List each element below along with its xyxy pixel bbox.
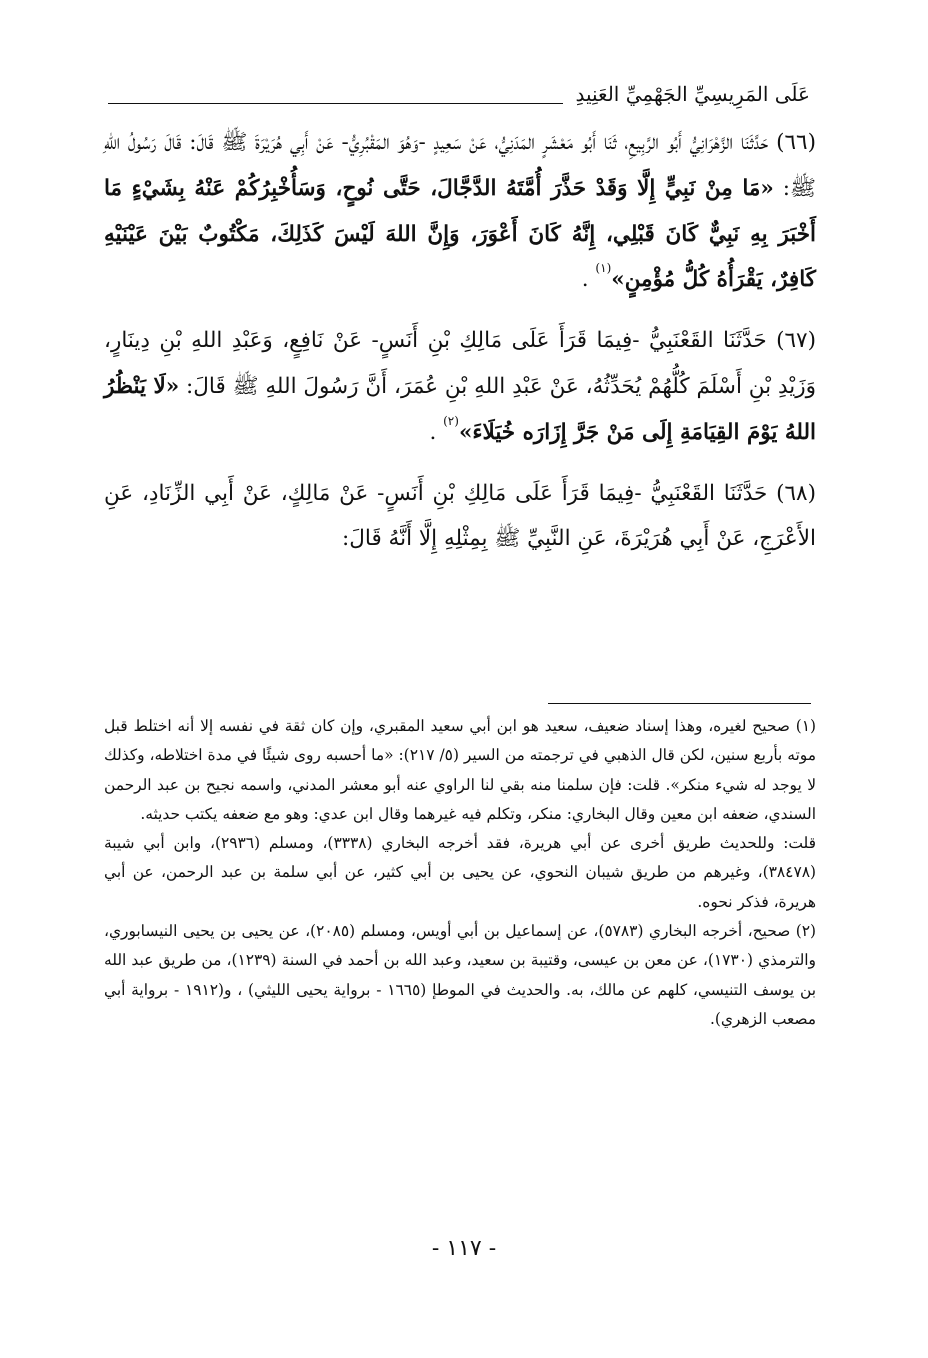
footnote-ref-2[interactable]: (٢) [443,413,459,428]
page-number: - ١١٧ - [431,1236,497,1261]
footnote-ref-1[interactable]: (١) [595,261,612,276]
running-header [108,72,810,108]
hadith-67-isnad: (٦٧) حَدَّثَنَا القَعْنَبِيُّ -فِيمَا قَرَأَ عَلَى مَالِكِ بْنِ أَنَسٍ- عَنْ نَافِعٍ، وَعَبْدِ اللهِ بْنِ دِينَارٍ، وَزَيْدِ بْنِ أَسْلَمَ كُلُّهُمْ يُحَدِّثُهُ، عَنْ عَبْدِ اللهِ بْنِ عُمَرَ، أَنَّ رَسُولَ اللهِ ﷺ قَالَ: [104,328,816,399]
header-rule [108,103,563,104]
header-title: عَلَى المَرِيسِيِّ الجَهْمِيِّ العَنِيدِ [575,82,810,106]
footnotes [104,712,816,1034]
footnote-1-continuation: قلت: وللحديث طريق أخرى عن أبي هريرة، فقد أخرجه البخاري (٣٣٣٨)، ومسلم (٢٩٣٦)، وابن أبي شيبة (٣٨٤٧٨)، وغيرهم من طريق شيبان النحوي، عن يحيى بن أبي كثير، عن أبي سلمة بن عبد الرحمن، عن أبي هريرة، فذكر نحوه. [104,834,816,911]
hadith-66-matn: «مَا مِنْ نَبِيٍّ إِلَّا وَقَدْ حَذَّرَ أُمَّتَهُ الدَّجَّالَ، حَتَّى نُوحٍ، وَسَأُخْبِرُكُمْ عَنْهُ بِشَيْءٍ مَا أَخْبَرَ بِهِ نَبِيٌّ كَانَ قَبْلِي، إِنَّهُ كَانَ أَعْوَرَ، وَإِنَّ اللهَ لَيْسَ كَذَلِكَ، مَكْتُوبٌ بَيْنَ عَيْنَيْهِ كَافِرٌ، يَقْرَأُهُ كُلُّ مُؤْمِنٍ» [104,175,816,293]
main-text [104,120,816,574]
hadith-66-isnad: (٦٦) حَدَّثَنَا الزَّهْرَانِيُّ أَبُو الرَّبِيعِ، ثَنَا أَبُو مَعْشَرٍ المَدَنِيُّ، عَنْ سَعِيدٍ -وَهُوَ المَقْبُرِيُّ- عَنْ أَبِي هُرَيْرَةَ ﷺ قَالَ: قَالَ رَسُولُ اللهِ ﷺ: [104,130,816,201]
footnote-2: (٢) صحيح، أخرجه البخاري (٥٧٨٣)، عن إسماعيل بن أبي أويس، ومسلم (٢٠٨٥)، عن يحيى بن يحيى النيسابوري، والترمذي (١٧٣٠)، عن معن بن عيسى، وقتيبة بن سعيد، وعبد الله بن أحمد في السنة (١٢٣٩)، من طريق عبد الله بن يوسف التنيسي، كلهم عن مالك، به. والحديث في الموطإ (١٦٦٥ - برواية يحيى الليثي) ، و(١٩١٢ - برواية أبي مصعب الزهري). [104,922,816,1028]
hadith-67: (٦٧) حَدَّثَنَا القَعْنَبِيُّ -فِيمَا قَرَأَ عَلَى مَالِكِ بْنِ أَنَسٍ- عَنْ نَافِعٍ، وَعَبْدِ اللهِ بْنِ دِينَارٍ، وَزَيْدِ بْنِ أَسْلَمَ كُلُّهُمْ يُحَدِّثُهُ، عَنْ عَبْدِ اللهِ بْنِ عُمَرَ، أَنَّ رَسُولَ اللهِ ﷺ قَالَ: «لَا يَنْظُرُ اللهُ يَوْمَ القِيَامَةِ إِلَى مَنْ جَرَّ إِزَارَه خُيَلَاءَ»$^{(٢)}$ . [104,328,816,445]
footnote-separator [548,703,811,704]
footnote-1: (١) صحيح لغيره، وهذا إسناد ضعيف، سعيد هو ابن أبي سعيد المقبري، وإن كان ثقة في نفسه إلا أنه اختلط قبل موته بأربع سنين، لكن قال الذهبي في ترجمته من السير (٥/ ٢١٧): «ما أحسبه روى شيئًا في مدة اختلاطه، وكذلك لا يوجد له شيء منكر». قلت: فإن سلمنا منه بقي لنا الراوي عنه أبو معشر المدني، واسمه نجيح بن عبد الرحمن السندي، ضعفه ابن معين وقال البخاري: منكر، وتكلم فيه غيرهما وقال ابن عدي: وهو مع ضعفه يكتب حديثه. [104,717,816,823]
hadith-66: (٦٦) حَدَّثَنَا الزَّهْرَانِيُّ أَبُو الرَّبِيعِ، ثَنَا أَبُو مَعْشَرٍ المَدَنِيُّ، عَنْ سَعِيدٍ -وَهُوَ المَقْبُرِيُّ- عَنْ أَبِي هُرَيْرَةَ ﷺ قَالَ: قَالَ رَسُولُ اللهِ ﷺ: «مَا مِنْ نَبِيٍّ إِلَّا وَقَدْ حَذَّرَ أُمَّتَهُ الدَّجَّالَ، حَتَّى نُوحٍ، وَسَأُخْبِرُكُمْ عَنْهُ بِشَيْءٍ مَا أَخْبَرَ بِهِ نَبِيٌّ كَانَ قَبْلِي، إِنَّهُ كَانَ أَعْوَرَ، وَإِنَّ اللهَ لَيْسَ كَذَلِكَ، مَكْتُوبٌ بَيْنَ عَيْنَيْهِ كَافِرٌ، يَقْرَأُهُ كُلُّ مُؤْمِنٍ»$^{(١)}$ . [104,130,816,293]
hadith-67-matn: «لَا يَنْظُرُ اللهُ يَوْمَ القِيَامَةِ إِلَى مَنْ جَرَّ إِزَارَه خُيَلَاءَ» [104,373,816,445]
hadith-68-isnad: (٦٨) حَدَّثَنَا القَعْنَبِيُّ -فِيمَا قَرَأَ عَلَى مَالِكِ بْنِ أَنَسٍ- عَنْ مَالِكٍ، عَنْ أَبِي الزِّنَادِ، عَنِ الأَعْرَجِ، عَنْ أَبِي هُرَيْرَةَ، عَنِ النَّبِيِّ ﷺ بِمِثْلِهِ إِلَّا أَنَّهُ قَالَ: [104,480,816,552]
hadith-68 [104,471,816,563]
